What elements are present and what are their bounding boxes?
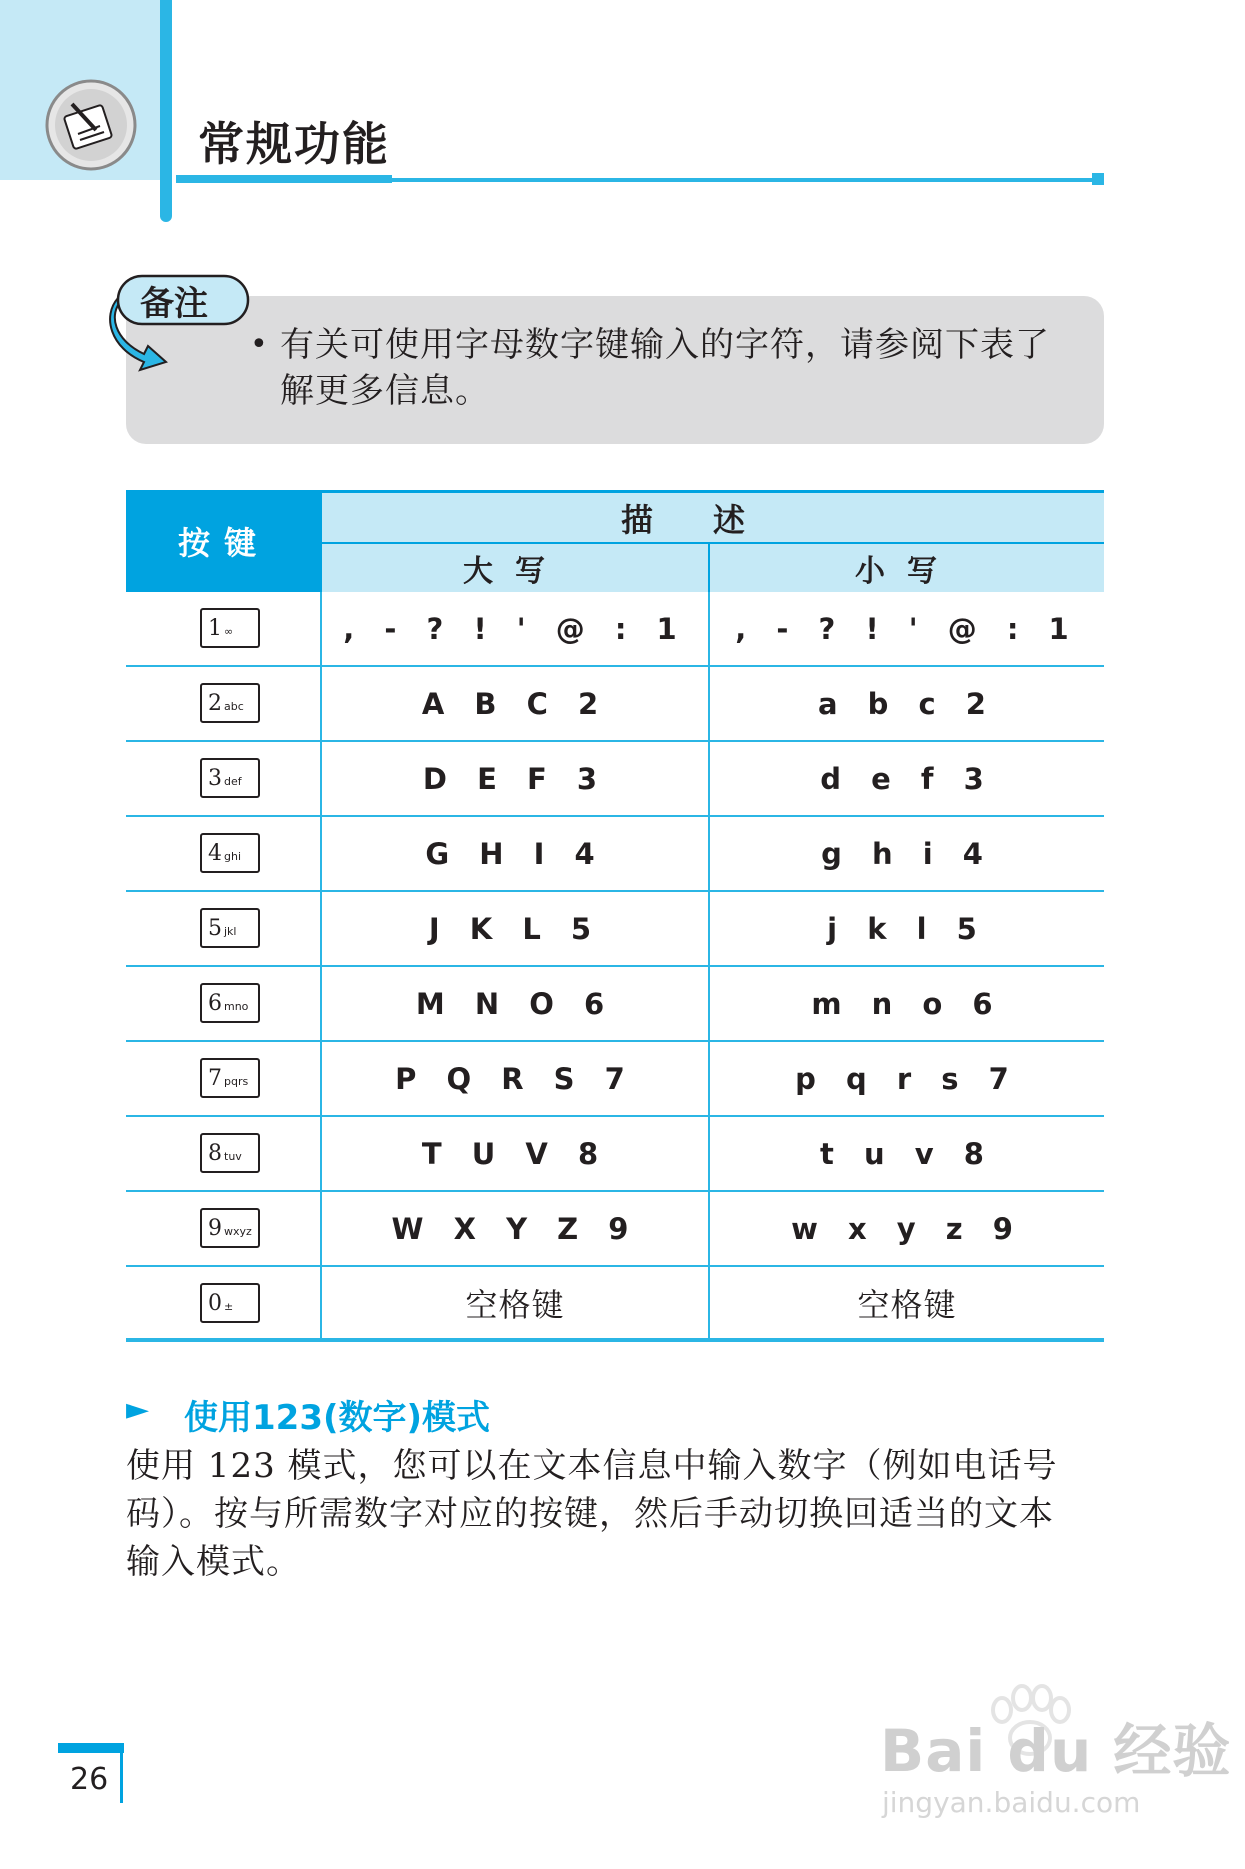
- page-title: 常规功能: [198, 117, 390, 171]
- table-row: [126, 1117, 1104, 1192]
- note-bullet: •: [250, 327, 268, 362]
- uppercase-cell: J K L 5: [428, 911, 602, 946]
- key-0-icon: [200, 1283, 260, 1323]
- key-number: 6: [208, 990, 222, 1016]
- key-letters: abc: [224, 699, 244, 713]
- table-row: [126, 592, 1104, 667]
- table-row: [126, 1192, 1104, 1267]
- key-8-icon: [200, 1133, 260, 1173]
- table-header-description: 描述: [322, 490, 1104, 542]
- lowercase-cell: g h i 4: [821, 836, 993, 871]
- lowercase-cell: a b c 2: [818, 686, 996, 721]
- lowercase-cell: 空格键: [857, 1285, 957, 1324]
- key-number: 1: [208, 615, 222, 641]
- key-letters: jkl: [224, 924, 237, 938]
- uppercase-cell: W X Y Z 9: [391, 1211, 639, 1246]
- table-row: [126, 892, 1104, 967]
- key-2-icon: [200, 683, 260, 723]
- key-number: 3: [208, 765, 222, 791]
- title-rule-accent: [176, 175, 392, 183]
- key-number: 9: [208, 1215, 222, 1241]
- lowercase-cell: m n o 6: [811, 986, 1003, 1021]
- lowercase-cell: j k l 5: [827, 911, 987, 946]
- page-number-rule: [58, 1743, 124, 1753]
- note-text: 有关可使用字母数字键输入的字符，请参阅下表了解更多信息。: [280, 325, 1050, 411]
- chapter-icon: [44, 78, 138, 172]
- key-number: 7: [208, 1065, 222, 1091]
- key-3-icon: [200, 758, 260, 798]
- lowercase-cell: d e f 3: [820, 761, 994, 796]
- key-9-icon: [200, 1208, 260, 1248]
- key-letters: pqrs: [224, 1074, 249, 1088]
- table-row: [126, 667, 1104, 742]
- section-body: 使用 123 模式，您可以在文本信息中输入数字（例如电话号码）。按与所需数字对应的按键，然后手动切换回适当的文本输入模式。: [126, 1446, 1058, 1582]
- table-header-uppercase: 大写: [322, 542, 710, 592]
- table-row: [126, 1042, 1104, 1117]
- key-letters: ∞: [224, 624, 234, 638]
- key-6-icon: [200, 983, 260, 1023]
- uppercase-cell: G H I 4: [425, 836, 605, 871]
- uppercase-cell: 空格键: [465, 1285, 565, 1324]
- header-side-stripe: [160, 0, 172, 222]
- table-row: [126, 742, 1104, 817]
- key-number: 4: [208, 840, 222, 866]
- table-header-lowercase: 小写: [710, 542, 1104, 592]
- key-number: 0: [208, 1290, 222, 1316]
- uppercase-cell: D E F 3: [422, 761, 608, 796]
- lowercase-cell: p q r s 7: [795, 1061, 1019, 1096]
- key-number: 2: [208, 690, 222, 716]
- section-arrow-icon: ►: [126, 1392, 150, 1427]
- table-row: [126, 1267, 1104, 1342]
- key-letters: wxyz: [224, 1224, 252, 1238]
- lowercase-cell: t u v 8: [820, 1136, 994, 1171]
- key-number: 5: [208, 915, 222, 941]
- key-letters: mno: [224, 999, 249, 1013]
- uppercase-cell: , - ? ! ' @ : 1: [343, 611, 687, 646]
- uppercase-cell: M N O 6: [415, 986, 615, 1021]
- note-label: 备注: [140, 284, 208, 324]
- key-7-icon: [200, 1058, 260, 1098]
- table-header-key: 按键: [126, 490, 322, 592]
- key-letters: ±: [224, 1299, 234, 1313]
- watermark-url: jingyan.baidu.com: [882, 1786, 1141, 1819]
- lowercase-cell: w x y z 9: [791, 1211, 1023, 1246]
- uppercase-cell: A B C 2: [421, 686, 609, 721]
- key-1-icon: [200, 608, 260, 648]
- title-rule-end-marker: [1092, 173, 1104, 185]
- table-row: [126, 817, 1104, 892]
- page-number-divider: [120, 1753, 123, 1803]
- table-row: [126, 967, 1104, 1042]
- key-5-icon: [200, 908, 260, 948]
- page-number: 26: [70, 1762, 109, 1797]
- key-letters: ghi: [224, 849, 242, 863]
- uppercase-cell: T U V 8: [421, 1136, 609, 1171]
- uppercase-cell: P Q R S 7: [395, 1061, 635, 1096]
- key-4-icon: [200, 833, 260, 873]
- key-number: 8: [208, 1140, 222, 1166]
- key-letters: def: [224, 774, 242, 788]
- watermark-brand: Bai du 经验: [880, 1717, 1232, 1785]
- key-letters: tuv: [224, 1149, 242, 1163]
- section-heading: 使用123(数字)模式: [184, 1398, 491, 1438]
- lowercase-cell: , - ? ! ' @ : 1: [735, 611, 1079, 646]
